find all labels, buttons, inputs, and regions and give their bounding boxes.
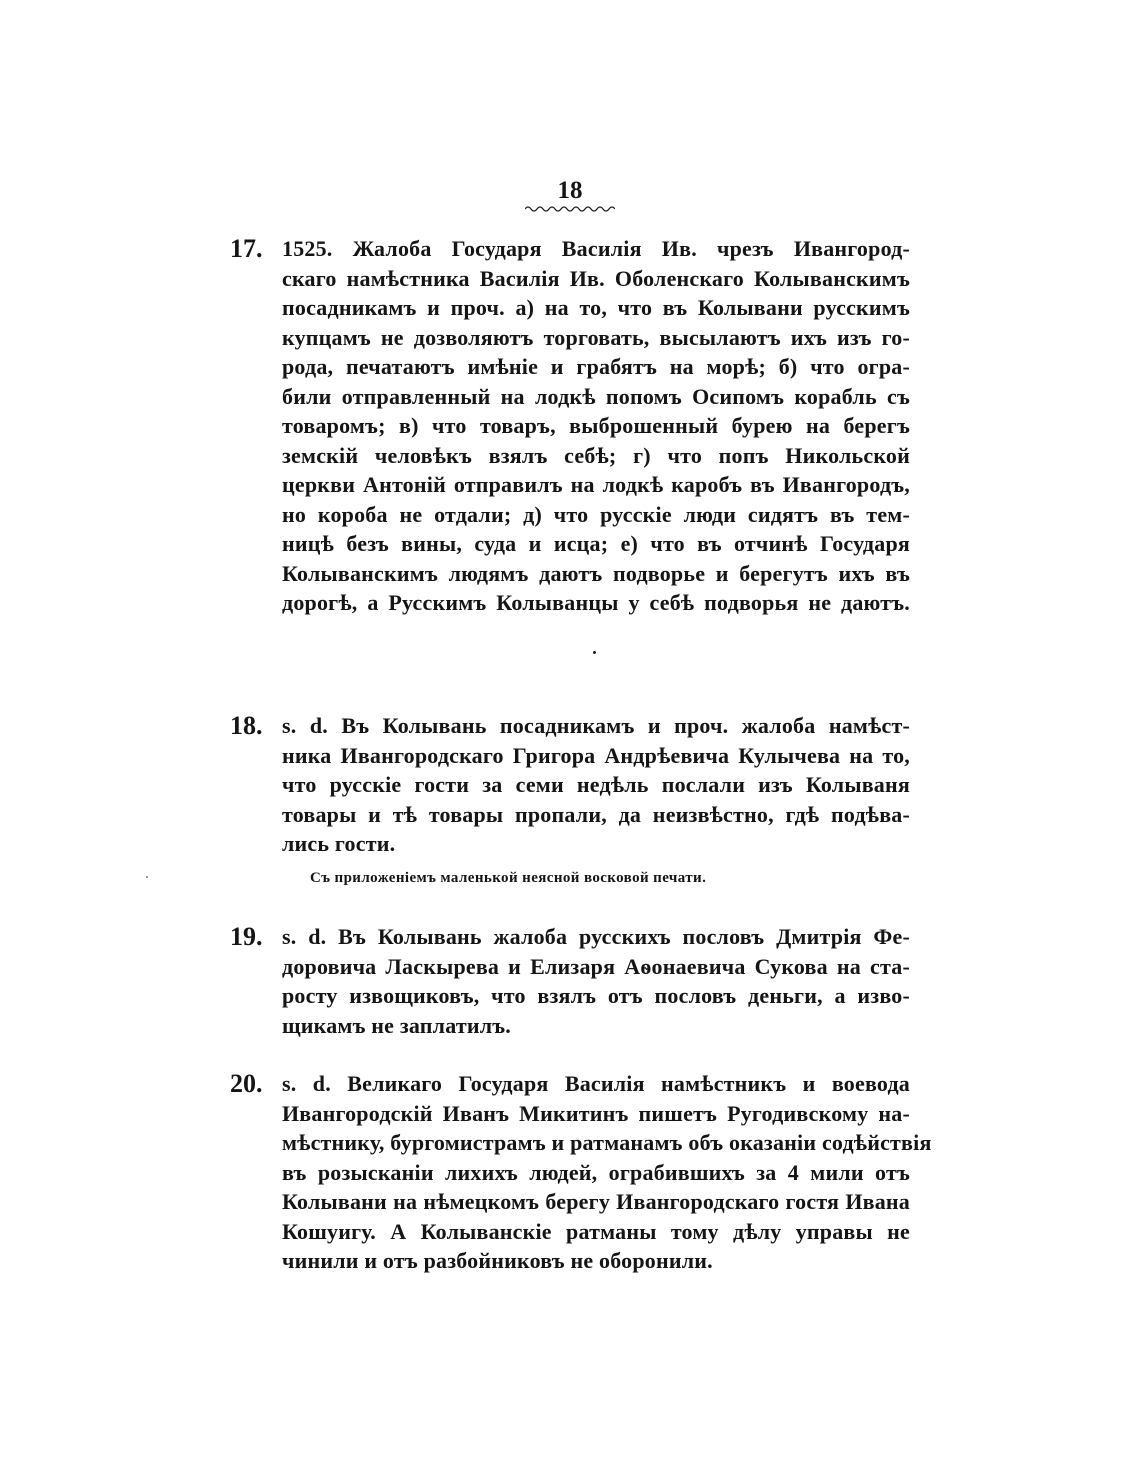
entry-17 <box>230 234 910 618</box>
text-line: s. d. Въ Колывань жалоба русскихъ пословъ Дмитрія Фе- <box>282 924 910 949</box>
entry-20 <box>230 1069 932 1276</box>
text-line: 1525. Жалоба Государя Василія Ив. чрезъ Ивангород- <box>282 236 910 261</box>
text-line: купцамъ не дозволяютъ торговать, высылаютъ ихъ изъ го- <box>282 324 910 350</box>
stray-dot <box>593 651 596 654</box>
text-line: ницѣ безъ вины, суда и исца; е) что въ отчинѣ Государя <box>282 531 910 556</box>
entry-text <box>282 234 910 618</box>
text-line: товаромъ; в) что товаръ, выброшенный бурею на берегъ <box>282 413 910 438</box>
text-line: Колывани на нѣмецкомъ берегу Ивангородскаго гостя Ивана <box>282 1189 910 1214</box>
text-line: мѣстнику, бургомистрамъ и ратманамъ объ оказаніи содѣйствія <box>282 1130 932 1155</box>
text-line: Ивангородскій Иванъ Микитинъ пишетъ Ругодивскому на- <box>282 1100 910 1126</box>
text-line: s. d. Великаго Государя Василія намѣстникъ и воевода <box>282 1071 910 1096</box>
text-line: росту извощиковъ, что взялъ отъ пословъ деньги, а изво- <box>282 983 910 1008</box>
text-line: земскій человѣкъ взялъ себѣ; г) что попъ Никольской <box>282 442 910 468</box>
text-line: щикамъ не заплатилъ. <box>282 1012 511 1038</box>
text-line: товары и тѣ товары пропали, да неизвѣстно, гдѣ подѣва- <box>282 801 910 827</box>
entry-19 <box>230 922 910 1040</box>
entry-number: 19. <box>230 922 263 951</box>
margin-mark <box>146 876 148 878</box>
entry-number: 17. <box>230 234 263 263</box>
text-line: но короба не отдали; д) что русскіе люди сидятъ въ тем- <box>282 501 910 527</box>
text-line: ника Ивангородскаго Григора Андрѣевича Кулычева на то, <box>282 742 910 768</box>
entry-18 <box>230 711 910 859</box>
text-line: въ розысканіи лихихъ людей, ограбившихъ за 4 мили отъ <box>282 1159 910 1185</box>
text-line: скаго намѣстника Василія Ив. Оболенскаго Колыванскимъ <box>282 265 910 291</box>
text-line: дорогѣ, а Русскимъ Колыванцы у себѣ подворья не даютъ. <box>282 590 910 615</box>
text-line: посадникамъ и проч. а) на то, что въ Колывани русскимъ <box>282 295 910 320</box>
text-line: что русскіе гости за семи недѣль послали изъ Колываня <box>282 772 910 797</box>
text-line: лись гости. <box>282 831 396 856</box>
page-number: 18 <box>557 177 583 204</box>
entry-number: 20. <box>230 1069 263 1098</box>
entry-number: 18. <box>230 711 263 740</box>
entry-text <box>282 922 910 1040</box>
text-line: рода, печатаютъ имѣніе и грабятъ на морѣ; б) что огра- <box>282 354 910 379</box>
text-line: чинили и отъ разбойниковъ не оборонили. <box>282 1248 713 1273</box>
text-line: били отправленный на лодкѣ попомъ Осипомъ корабль съ <box>282 383 910 409</box>
text-line: доровича Ласкырева и Елизаря Аѳонаевича Сукова на ста- <box>282 953 910 979</box>
text-line: церкви Антоній отправилъ на лодкѣ каробъ въ Ивангородъ, <box>282 472 910 497</box>
seal-note: Съ приложеніемъ маленькой неясной восковой печати. <box>310 870 707 886</box>
text-line: Кошуигу. А Колыванскіе ратманы тому дѣлу управы не <box>282 1218 910 1244</box>
entry-text <box>282 711 910 859</box>
text-line: Колыванскимъ людямъ даютъ подворье и берегутъ ихъ въ <box>282 560 910 586</box>
text-line: s. d. Въ Колывань посадникамъ и проч. жалоба намѣст- <box>282 713 910 738</box>
wavy-rule-ornament <box>525 205 615 213</box>
entry-text <box>282 1069 932 1276</box>
